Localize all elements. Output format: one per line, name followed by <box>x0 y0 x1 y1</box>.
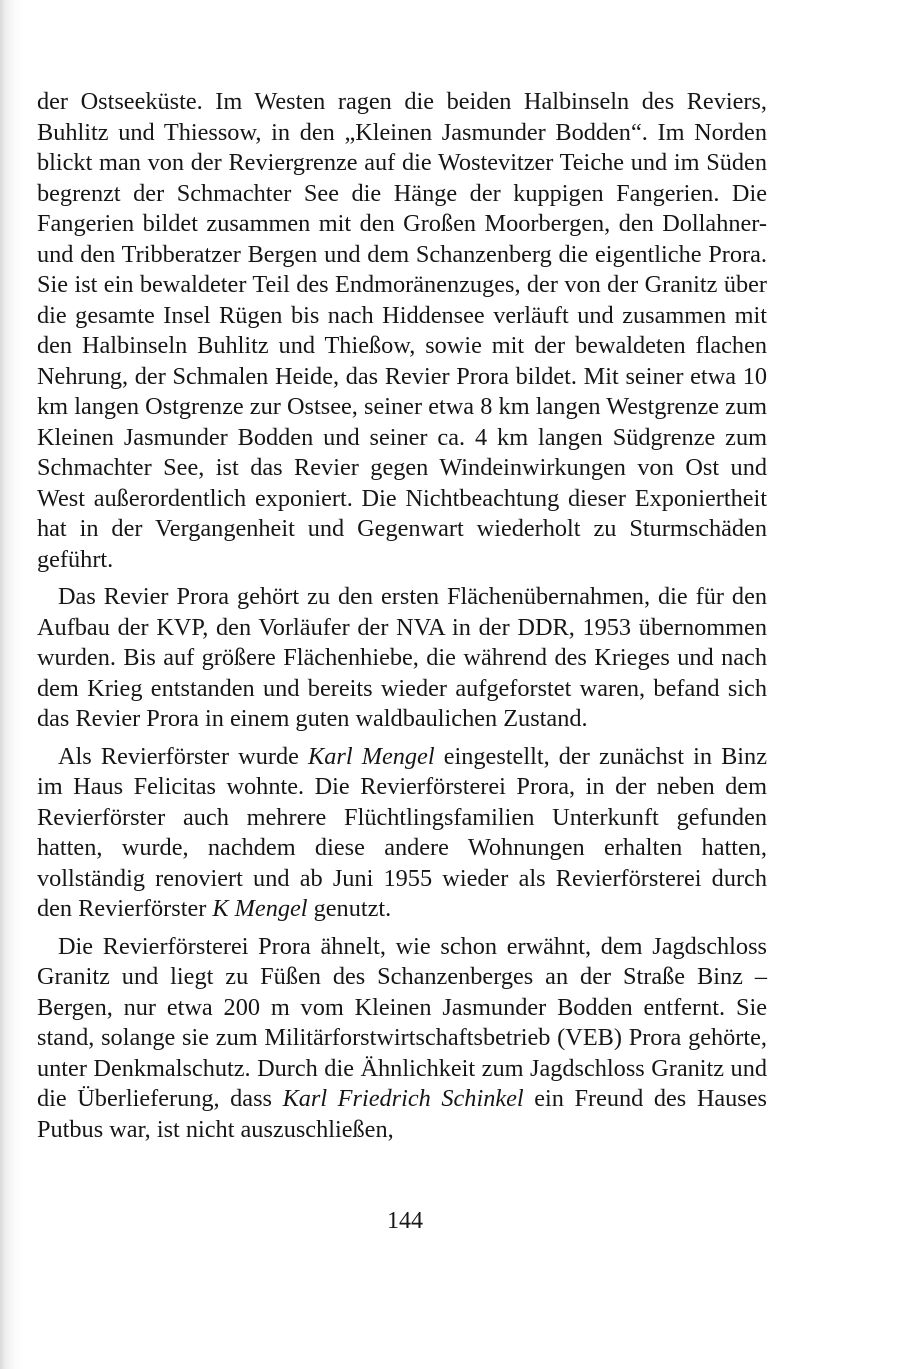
paragraph <box>37 87 767 575</box>
text-run: eingestellt, der zunächst in Binz im Haus Felicitas wohnte. Die Revierförsterei Prora, in der neben dem Revierförster auch mehrere Flüchtlingsfamilien Unterkunft gefunden hatten, wurde, nachdem diese andere Wohnungen erhalten hatten, vollständig renoviert und ab Juni 1955 wieder als Revierförsterei durch den Revierförster <box>37 742 767 922</box>
paragraph <box>37 582 767 735</box>
italic-name: K Mengel <box>212 895 308 922</box>
body-text <box>37 87 767 1145</box>
page-number: 144 <box>387 1208 423 1234</box>
text-run: der Ostseeküste. Im Westen ragen die beiden Halbinseln des Reviers, Buhlitz und Thiessow, in den „Kleinen Jasmunder Bodden“. Im Norden blickt man von der Reviergrenze auf die Wostevitzer Teiche und im Süden begrenzt der Schmachter See die Hänge der kuppigen Fangerien. Die Fangerien bildet zusammen mit den Großen Moorbergen, den Dollahner- und den Tribberatzer Bergen und dem Schanzenberg die eigentliche Prora. Sie ist ein bewaldeter Teil des Endmoränenzuges, der von der Granitz über die gesamte Insel Rügen bis nach Hiddensee verläuft und zusammen mit den Halbinseln Buhlitz und Thießow, sowie mit der bewaldeten flachen Nehrung, der Schmalen Heide, das Revier Prora bildet. Mit seiner etwa 10 km langen Ostgrenze zur Ostsee, seiner etwa 8 km langen Westgrenze zum Kleinen Jasmunder Bodden und seiner ca. 4 km langen Südgrenze zum Schmachter See, ist das Revier gegen Windeinwirkungen von Ost und West außerordentlich exponiert. Die Nichtbeachtung dieser Exponiertheit hat in der Vergangenheit und Gegenwart wiederholt zu Sturmschäden geführt. <box>37 88 767 573</box>
paragraph <box>37 932 767 1146</box>
text-run: Als Revierförster wurde <box>58 742 309 770</box>
text-run: Die Revierförsterei Prora ähnelt, wie schon erwähnt, dem Jagdschloss Granitz und liegt zu Füßen des Schanzenberges an der Straße Binz – Bergen, nur etwa 200 m vom Kleinen Jasmunder Bodden entfernt. Sie stand, solange sie zum Militärforstwirtschaftsbetrieb (VEB) Prora gehörte, unter Denkmalschutz. Durch die Ähnlichkeit zum Jagdschloss Granitz und die Überlieferung, dass <box>37 932 767 1112</box>
italic-name: Karl Friedrich Schinkel <box>282 1085 524 1112</box>
italic-name: Karl Mengel <box>308 742 435 770</box>
text-run: genutzt. <box>307 895 392 922</box>
text-run: Das Revier Prora gehört zu den ersten Flächenübernahmen, die für den Aufbau der KVP, den Vorläufer der NVA in der DDR, 1953 übernommen wurden. Bis auf größere Flächenhiebe, die während des Krieges und nach dem Krieg entstanden und bereits wieder aufgeforstet waren, befand sich das Revier Prora in einem guten waldbaulichen Zustand. <box>37 583 767 732</box>
paragraph <box>37 742 767 925</box>
text-run: ein Freund des Hauses Putbus war, ist nicht auszuschließen, <box>37 1085 767 1143</box>
